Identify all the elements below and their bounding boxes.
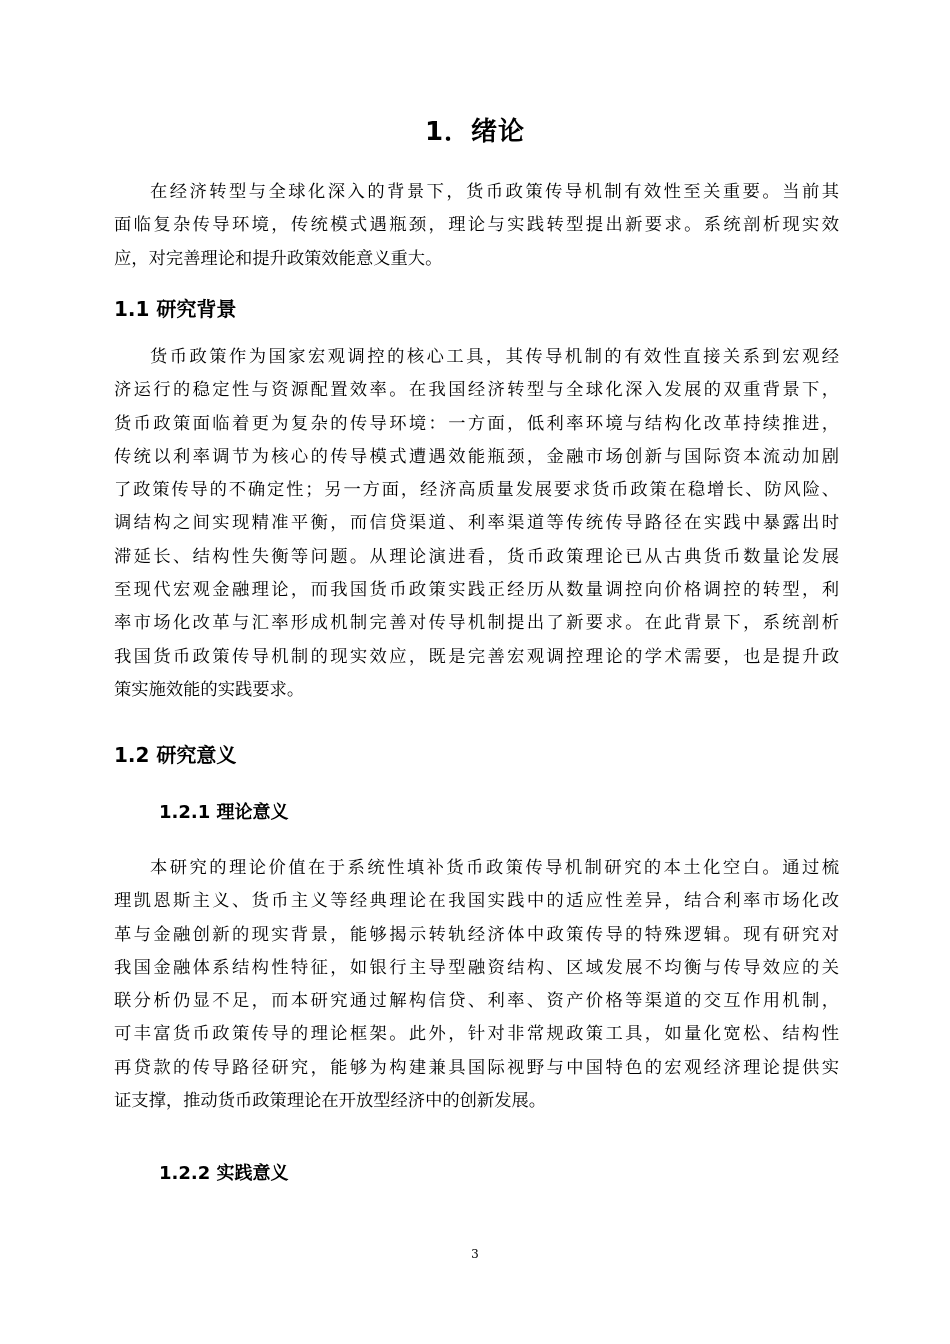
paragraph-line: 济运行的稳定性与资源配置效率。在我国经济转型与全球化深入发展的双重背景下， xyxy=(114,380,839,401)
paragraph-line: 货币政策面临着更为复杂的传导环境：一方面，低利率环境与结构化改革持续推进， xyxy=(114,413,839,434)
subsection-heading-theoretical-significance: 1.2.1 理论意义 xyxy=(159,802,289,823)
paragraph-line: 理凯恩斯主义、货币主义等经典理论在我国实践中的适应性差异，结合利率市场化改 xyxy=(114,891,839,912)
paragraph-line: 在经济转型与全球化深入的背景下，货币政策传导机制有效性至关重要。当前其 xyxy=(150,182,839,202)
paragraph-line: 应，对完善理论和提升政策效能意义重大。 xyxy=(114,248,443,269)
paragraph-line: 我国金融体系结构性特征，如银行主导型融资结构、区域发展不均衡与传导效应的关 xyxy=(114,957,839,978)
paragraph-line: 再贷款的传导路径研究，能够为构建兼具国际视野与中国特色的宏观经济理论提供实 xyxy=(114,1057,839,1078)
subsection-heading-practical-significance: 1.2.2 实践意义 xyxy=(159,1163,289,1184)
section-heading-research-background: 1.1 研究背景 xyxy=(114,297,237,321)
paragraph-line: 至现代宏观金融理论，而我国货币政策实践正经历从数量调控向价格调控的转型，利 xyxy=(114,580,839,601)
chapter-title: 1．绪论 xyxy=(424,117,526,147)
paragraph-line: 可丰富货币政策传导的理论框架。此外，针对非常规政策工具，如量化宽松、结构性 xyxy=(114,1024,839,1045)
intro-paragraph xyxy=(114,176,839,276)
paragraph-line: 联分析仍显不足，而本研究通过解构信贷、利率、资产价格等渠道的交互作用机制， xyxy=(114,991,839,1012)
paragraph-line: 我国货币政策传导机制的现实效应，既是完善宏观调控理论的学术需要，也是提升政 xyxy=(114,646,839,667)
paragraph-line: 策实施效能的实践要求。 xyxy=(114,679,305,700)
paragraph-line: 率市场化改革与汇率形成机制完善对传导机制提出了新要求。在此背景下，系统剖析 xyxy=(114,613,839,634)
theoretical-significance-paragraph xyxy=(114,852,839,1118)
section-heading-research-significance: 1.2 研究意义 xyxy=(114,743,237,767)
paragraph-line: 调结构之间实现精准平衡，而信贷渠道、利率渠道等传统传导路径在实践中暴露出时 xyxy=(114,513,839,534)
paragraph-line: 革与金融创新的现实背景，能够揭示转轨经济体中政策传导的特殊逻辑。现有研究对 xyxy=(114,924,839,945)
paragraph-line: 货币政策作为国家宏观调控的核心工具，其传导机制的有效性直接关系到宏观经 xyxy=(150,347,839,367)
paragraph-line: 面临复杂传导环境，传统模式遇瓶颈，理论与实践转型提出新要求。系统剖析现实效 xyxy=(114,215,839,236)
page-number: 3 xyxy=(471,1247,479,1261)
paragraph-line: 滞延长、结构性失衡等问题。从理论演进看，货币政策理论已从古典货币数量论发展 xyxy=(114,546,839,567)
paragraph-line: 本研究的理论价值在于系统性填补货币政策传导机制研究的本土化空白。通过梳 xyxy=(150,858,839,878)
paragraph-line: 了政策传导的不确定性；另一方面，经济高质量发展要求货币政策在稳增长、防风险、 xyxy=(114,480,839,501)
paragraph-line: 传统以利率调节为核心的传导模式遭遇效能瓶颈，金融市场创新与国际资本流动加剧 xyxy=(114,446,839,467)
paragraph-line: 证支撑，推动货币政策理论在开放型经济中的创新发展。 xyxy=(114,1091,547,1112)
research-background-paragraph xyxy=(114,341,839,707)
